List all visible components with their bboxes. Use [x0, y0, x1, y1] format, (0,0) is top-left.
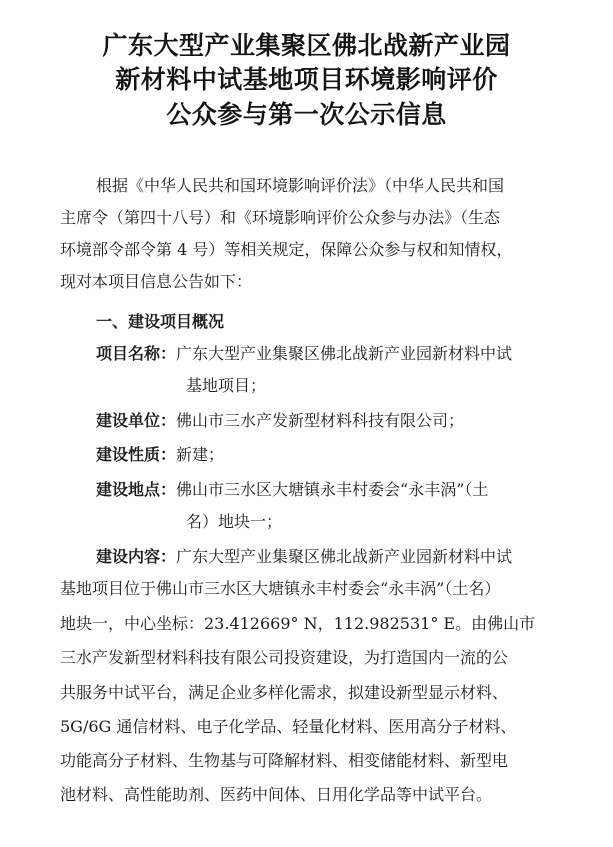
location-row — [96, 478, 488, 502]
project-name-continued: 基地项目； — [186, 376, 267, 395]
nature-value: 新建； — [176, 445, 225, 464]
intro-line-2: 主席令（第四十八号）和《环境影响评价公众参与办法》（生态 — [60, 208, 501, 227]
title-line-3: 公众参与第一次公示信息 — [166, 100, 447, 129]
content-label: 建设内容： — [96, 547, 177, 566]
section-heading: 一、建设项目概况 — [96, 312, 225, 331]
builder-row — [96, 409, 464, 433]
title-line-1: 广东大型产业集聚区佛北战新产业园 — [102, 31, 511, 60]
title-line-2: 新材料中试基地项目环境影响评价 — [115, 65, 498, 94]
nature-label: 建设性质： — [96, 445, 177, 464]
builder-label: 建设单位： — [96, 411, 177, 430]
location-value: 佛山市三水区大塘镇永丰村委会“永丰涡”（土 — [176, 480, 489, 499]
intro-line-1: 根据《中华人民共和国环境影响评价法》（中华人民共和国 — [96, 176, 505, 195]
content-line-1: 广东大型产业集聚区佛北战新产业园新材料中试 — [176, 547, 513, 566]
content-line-6: 5G/6G 通信材料、电子化学品、轻量化材料、医用高分子材料、 — [60, 717, 517, 736]
content-line-4: 三水产发新型材料科技有限公司投资建设，为打造国内一流的公 — [60, 648, 509, 667]
location-continued: 名）地块一； — [186, 512, 283, 531]
content-line-7: 功能高分子材料、生物基与可降解材料、相变储能材料、新型电 — [60, 751, 509, 770]
content-row — [96, 545, 512, 569]
nature-row — [96, 443, 224, 467]
project-name-label: 项目名称： — [96, 344, 177, 363]
project-name-row — [96, 342, 512, 366]
intro-line-3: 环境部令部令第 4 号）等相关规定，保障公众参与权和知情权， — [60, 240, 513, 259]
project-name-value: 广东大型产业集聚区佛北战新产业园新材料中试 — [176, 344, 513, 363]
builder-value: 佛山市三水产发新型材料科技有限公司； — [176, 411, 465, 430]
content-line-3: 地块一，中心坐标：23.412669° N，112.982531° E。由佛山市 — [60, 614, 536, 633]
intro-line-4: 现对本项目信息公告如下： — [60, 272, 253, 291]
content-line-5: 共服务中试平台，满足企业多样化需求，拟建设新型显示材料、 — [60, 683, 509, 702]
content-line-8: 池材料、高性能助剂、医药中间体、日用化学品等中试平台。 — [60, 785, 493, 804]
location-label: 建设地点： — [96, 480, 177, 499]
content-line-2: 基地项目位于佛山市三水区大塘镇永丰村委会“永丰涡”（土名） — [60, 579, 501, 598]
